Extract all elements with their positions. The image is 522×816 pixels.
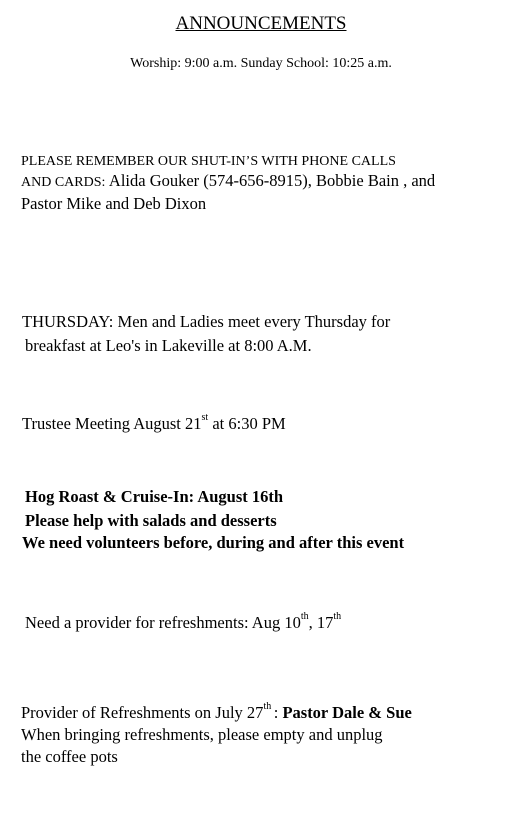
trustee-text: Trustee Meeting August 21 [22,414,202,433]
hog-roast-line-1: Hog Roast & Cruise-In: August 16th [25,487,284,506]
hog-roast-line-3: We need volunteers before, during and after this event [22,533,405,552]
refreshment-provider-colon: : [273,703,283,722]
shut-ins-heading-caps: AND CARDS: [21,175,109,190]
shut-ins-names-line-3: Pastor Mike and Deb Dixon [21,194,207,213]
refreshment-need [25,611,342,632]
page-title: ANNOUNCEMENTS [175,13,347,34]
refreshment-provider [21,701,412,722]
shut-ins-names: Alida Gouker (574-656-8915), Bobbie Bain , and [108,171,436,190]
shut-ins-heading-line-2 [21,173,435,190]
thursday-line-1: THURSDAY: Men and Ladies meet every Thursday for [22,312,391,331]
refreshment-need-suffix-1: th [300,611,309,622]
thursday-line-2: breakfast at Leo's in Lakeville at 8:00 A.M. [25,336,312,355]
refreshment-provider-text: Provider of Refreshments on July 27 [21,703,264,722]
service-times: Worship: 9:00 a.m. Sunday School: 10:25 a.m. [130,56,392,71]
refreshment-provider-suffix: th [263,701,274,712]
trustee-time: at 6:30 PM [208,414,286,433]
refreshment-note-line-2: the coffee pots [21,747,118,766]
refreshment-need-mid: , 17 [308,613,334,632]
refreshment-need-text: Need a provider for refreshments: Aug 10 [25,613,301,632]
trustee-meeting [22,412,286,433]
refreshment-provider-names: Pastor Dale & Sue [282,703,412,722]
refreshment-note-line-1: When bringing refreshments, please empty and unplug [21,725,383,744]
shut-ins-heading-line-1 [21,153,396,169]
shut-ins-heading: PLEASE REMEMBER OUR SHUT-IN’S WITH PHONE CALLS [21,154,396,169]
hog-roast-line-2: Please help with salads and desserts [25,511,277,530]
trustee-date-suffix: st [201,412,209,423]
refreshment-need-suffix-2: th [333,611,342,622]
